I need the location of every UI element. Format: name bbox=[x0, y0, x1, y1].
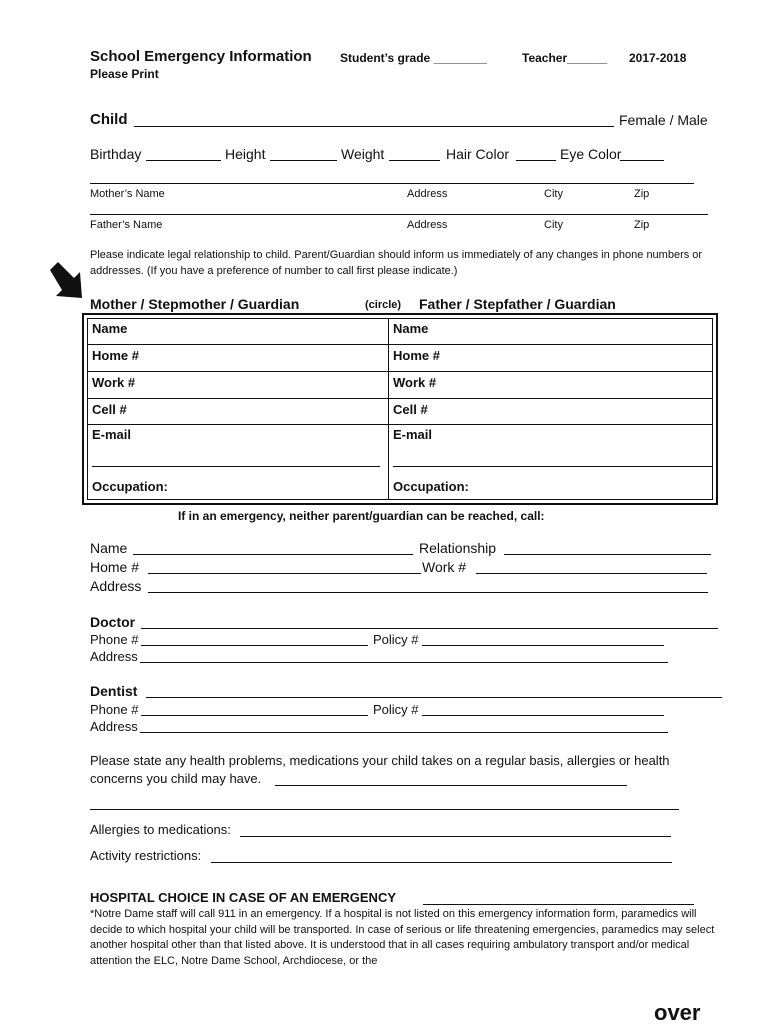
health-answer-line-2[interactable] bbox=[90, 809, 679, 810]
gender-option[interactable]: Female / Male bbox=[619, 112, 708, 128]
right-cell-label: Cell # bbox=[393, 402, 428, 417]
mother-address-line[interactable] bbox=[90, 183, 694, 184]
mother-address-label: Address bbox=[407, 188, 448, 200]
right-work-field[interactable] bbox=[389, 372, 712, 399]
guardian-heading-right[interactable]: Father / Stepfather / Guardian bbox=[419, 296, 616, 312]
allergies-label: Allergies to medications: bbox=[90, 822, 231, 837]
parent-column-right bbox=[389, 319, 712, 499]
contact-work-line[interactable] bbox=[476, 573, 707, 574]
left-cell-field[interactable] bbox=[88, 399, 388, 425]
height-line[interactable] bbox=[270, 160, 337, 161]
form-title: School Emergency Information bbox=[90, 48, 312, 65]
doctor-phone-label: Phone # bbox=[90, 632, 139, 647]
dentist-policy-line[interactable] bbox=[422, 715, 664, 716]
eye-color-line[interactable] bbox=[620, 160, 664, 161]
hair-color-line[interactable] bbox=[516, 160, 556, 161]
circle-note: (circle) bbox=[365, 299, 402, 311]
hospital-line[interactable] bbox=[423, 904, 694, 905]
doctor-policy-line[interactable] bbox=[422, 645, 664, 646]
allergies-line[interactable] bbox=[240, 836, 671, 837]
weight-label: Weight bbox=[341, 146, 385, 162]
doctor-address-line[interactable] bbox=[140, 662, 668, 663]
right-home-label: Home # bbox=[393, 348, 440, 363]
right-occupation-label: Occupation: bbox=[393, 479, 469, 494]
mother-city-label: City bbox=[544, 188, 563, 200]
father-address-label: Address bbox=[407, 219, 448, 231]
mother-name-label: Mother’s Name bbox=[90, 188, 165, 200]
eye-color-label: Eye Color bbox=[560, 146, 622, 162]
right-email-line[interactable] bbox=[393, 466, 713, 467]
left-cell-label: Cell # bbox=[92, 402, 127, 417]
right-name-label: Name bbox=[393, 321, 429, 336]
activity-line[interactable] bbox=[211, 862, 672, 863]
health-line-2: concerns you child may have. bbox=[90, 771, 262, 786]
right-name-field[interactable] bbox=[389, 319, 712, 345]
hospital-note: *Notre Dame staff will call 911 in an emergency. If a hospital is not listed on this emergency information form, paramedics will decide to which hospital your child will be transported. In case of serious or life threatening emergencies, paramedics may select another hospital other than that listed above. It is understood that in all cases requiring ambulatory transport and/or medical attention the ELC, Notre Dame School, Archdiocese, or the bbox=[90, 908, 715, 967]
grade-label: Student’s grade ________ bbox=[340, 51, 487, 65]
left-occupation-field[interactable] bbox=[88, 477, 388, 499]
over-label: over bbox=[654, 1000, 701, 1025]
right-cell-field[interactable] bbox=[389, 399, 712, 425]
hair-color-label: Hair Color bbox=[446, 146, 510, 162]
left-occupation-label: Occupation: bbox=[92, 479, 168, 494]
doctor-phone-line[interactable] bbox=[141, 645, 368, 646]
contact-name-label: Name bbox=[90, 540, 128, 556]
contact-relationship-label: Relationship bbox=[419, 540, 497, 556]
father-city-label: City bbox=[544, 219, 563, 231]
left-email-field[interactable] bbox=[88, 425, 388, 449]
left-email-line[interactable] bbox=[92, 466, 380, 467]
health-line-1: Please state any health problems, medications your child takes on a regular basis, allergies or health bbox=[90, 753, 670, 768]
legal-note: Please indicate legal relationship to child. Parent/Guardian should inform us immediately of any changes in phone numbers or addresses. (If you have a preference of number to call first please indicate.) bbox=[90, 249, 703, 277]
contact-address-line[interactable] bbox=[148, 592, 708, 593]
dentist-address-label: Address bbox=[90, 719, 138, 734]
right-email-label: E-mail bbox=[393, 427, 433, 442]
left-home-field[interactable] bbox=[88, 345, 388, 372]
guardian-heading-left[interactable]: Mother / Stepmother / Guardian bbox=[90, 296, 300, 312]
contact-address-label: Address bbox=[90, 578, 142, 594]
dentist-address-line[interactable] bbox=[140, 732, 668, 733]
contact-relationship-line[interactable] bbox=[504, 554, 711, 555]
contact-home-label: Home # bbox=[90, 559, 140, 575]
left-email-label: E-mail bbox=[92, 427, 132, 442]
child-label: Child bbox=[90, 111, 128, 128]
doctor-address-label: Address bbox=[90, 649, 138, 664]
right-email-field[interactable] bbox=[389, 425, 712, 449]
contact-home-line[interactable] bbox=[148, 573, 421, 574]
right-work-label: Work # bbox=[393, 375, 437, 390]
emergency-note: If in an emergency, neither parent/guardian can be reached, call: bbox=[178, 509, 545, 523]
teacher-label: Teacher______ bbox=[522, 51, 608, 65]
dentist-phone-line[interactable] bbox=[141, 715, 368, 716]
health-answer-line-1[interactable] bbox=[275, 785, 627, 786]
doctor-policy-label: Policy # bbox=[373, 632, 419, 647]
left-work-field[interactable] bbox=[88, 372, 388, 399]
weight-line[interactable] bbox=[389, 160, 440, 161]
height-label: Height bbox=[225, 146, 266, 162]
left-name-label: Name bbox=[92, 321, 128, 336]
doctor-label: Doctor bbox=[90, 614, 136, 630]
dentist-name-line[interactable] bbox=[146, 697, 722, 698]
dentist-label: Dentist bbox=[90, 683, 138, 699]
left-work-label: Work # bbox=[92, 375, 136, 390]
left-name-field[interactable] bbox=[88, 319, 388, 345]
contact-work-label: Work # bbox=[422, 559, 467, 575]
father-zip-label: Zip bbox=[634, 219, 650, 231]
hospital-label: HOSPITAL CHOICE IN CASE OF AN EMERGENCY bbox=[90, 890, 397, 905]
right-occupation-field[interactable] bbox=[389, 477, 712, 499]
dentist-phone-label: Phone # bbox=[90, 702, 139, 717]
activity-label: Activity restrictions: bbox=[90, 848, 202, 863]
dentist-policy-label: Policy # bbox=[373, 702, 419, 717]
left-home-label: Home # bbox=[92, 348, 139, 363]
please-print: Please Print bbox=[90, 67, 159, 81]
child-name-line[interactable] bbox=[134, 126, 614, 127]
school-year: 2017-2018 bbox=[629, 51, 687, 65]
birthday-label: Birthday bbox=[90, 146, 142, 162]
right-home-field[interactable] bbox=[389, 345, 712, 372]
father-address-line[interactable] bbox=[90, 214, 708, 215]
parent-table bbox=[82, 313, 718, 505]
doctor-name-line[interactable] bbox=[141, 628, 718, 629]
birthday-line[interactable] bbox=[146, 160, 221, 161]
mother-zip-label: Zip bbox=[634, 188, 650, 200]
parent-column-left bbox=[88, 319, 389, 499]
arrow-icon bbox=[46, 262, 86, 302]
father-name-label: Father’s Name bbox=[90, 219, 163, 231]
contact-name-line[interactable] bbox=[133, 554, 413, 555]
